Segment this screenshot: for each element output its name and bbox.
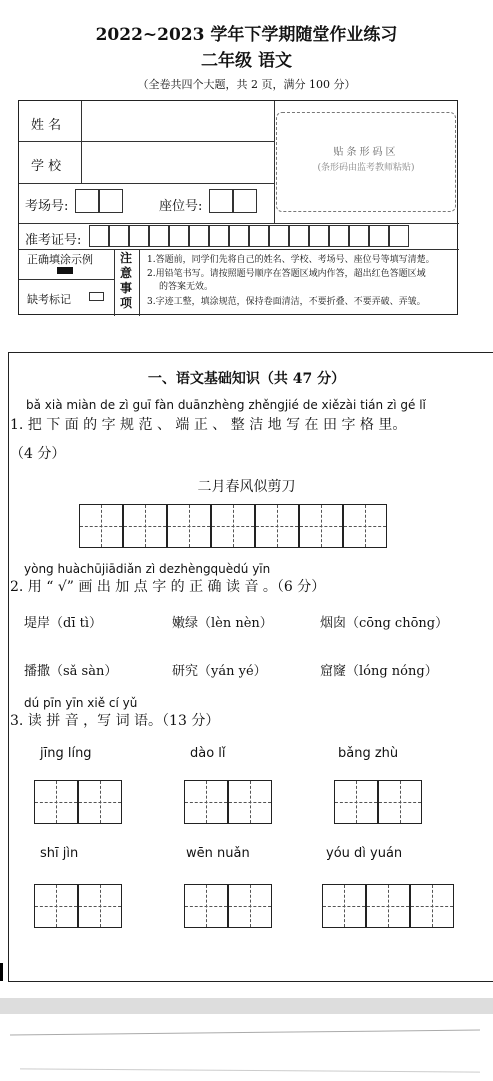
tianzige-cell[interactable] <box>228 884 272 928</box>
q3-text: 3. 读 拼 音 ，写 词 语。（13 分） <box>10 713 220 729</box>
faint-line <box>20 1068 480 1072</box>
word-pinyin: jīng líng <box>40 746 92 761</box>
q2-option[interactable]: 窟窿（lóng nóng） <box>320 664 438 679</box>
word-grid[interactable] <box>34 780 122 824</box>
tianzige-cell[interactable] <box>184 884 228 928</box>
exam-note: （全卷共四个大题，共 2 页，满分 100 分） <box>137 78 356 91</box>
name-label: 姓 名 <box>31 118 62 133</box>
tianzige-cell[interactable] <box>228 780 272 824</box>
seat-box-2[interactable] <box>233 189 257 213</box>
barcode-title: 贴条形码区 <box>333 147 399 158</box>
exam-room-box-1[interactable] <box>75 189 99 213</box>
page-divider <box>0 998 493 1014</box>
word-pinyin: dào lǐ <box>190 746 226 761</box>
tianzige-cell[interactable] <box>299 504 343 548</box>
absent-checkbox[interactable] <box>89 292 104 301</box>
scan-mark <box>0 963 3 981</box>
tianzige-cell[interactable] <box>378 780 422 824</box>
q1-text: 1. 把 下 面 的 字 规 范 、 端 正 、 整 洁 地 写 在 田 字 格 里。 <box>10 417 407 433</box>
tianzige-cell[interactable] <box>366 884 410 928</box>
ticket-box[interactable] <box>229 225 249 247</box>
q2-option[interactable]: 研究（yán yé） <box>172 664 267 679</box>
exam-subtitle: 二年级 语文 <box>201 51 292 71</box>
filled-mark-example <box>57 267 73 274</box>
ticket-box[interactable] <box>389 225 409 247</box>
q2-option[interactable]: 播撒（sǎ sàn） <box>24 664 118 679</box>
poem-line: 二月春风似剪刀 <box>197 479 296 495</box>
ticket-box[interactable] <box>369 225 389 247</box>
word-grid[interactable] <box>184 780 272 824</box>
q2-pinyin: yòng huàchūjiādiǎn zì dezhèngquèdú yīn <box>24 562 271 576</box>
notice-line-3: 3.字迹工整，填涂规范，保持卷面清洁，不要折叠、不要弄破、弄皱。 <box>147 297 426 307</box>
notice-line-2b: 的答案无效。 <box>159 282 214 292</box>
q1-pinyin: bǎ xià miàn de zì guī fàn duānzhèng zhěngjié de xiězài tián zì gé lǐ <box>26 398 426 412</box>
tianzige-cell[interactable] <box>78 780 122 824</box>
tianzige-cell[interactable] <box>123 504 167 548</box>
section-title: 一、语文基础知识（共 47 分） <box>147 371 346 387</box>
tianzige-cell[interactable] <box>334 780 378 824</box>
word-grid[interactable] <box>334 780 422 824</box>
tianzige-cell[interactable] <box>255 504 299 548</box>
ticket-box[interactable] <box>149 225 169 247</box>
tianzige-cell[interactable] <box>322 884 366 928</box>
ticket-box[interactable] <box>249 225 269 247</box>
tianzige-cell[interactable] <box>410 884 454 928</box>
ticket-box[interactable] <box>189 225 209 247</box>
seat-box-1[interactable] <box>209 189 233 213</box>
word-pinyin: wēn nuǎn <box>186 846 250 861</box>
word-grid[interactable] <box>34 884 122 928</box>
barcode-area <box>276 112 456 212</box>
exam-title: 2022~2023 学年下学期随堂作业练习 <box>95 25 398 45</box>
tianzige-cell[interactable] <box>343 504 387 548</box>
notice-line-2: 2.用铅笔书写。请按照题号顺序在答题区域内作答，超出红色答题区域 <box>147 269 426 279</box>
absent-label: 缺考标记 <box>27 293 71 306</box>
word-pinyin: yóu dì yuán <box>326 846 403 861</box>
word-grid[interactable] <box>322 884 454 928</box>
exam-room-box-2[interactable] <box>99 189 123 213</box>
school-label: 学 校 <box>31 159 62 174</box>
ticket-box[interactable] <box>109 225 129 247</box>
ticket-box[interactable] <box>329 225 349 247</box>
exam-room-label: 考场号: <box>25 199 69 214</box>
ticket-box[interactable] <box>209 225 229 247</box>
ticket-box[interactable] <box>289 225 309 247</box>
q3-pinyin: dú pīn yīn xiě cí yǔ <box>24 696 138 710</box>
ticket-box[interactable] <box>269 225 289 247</box>
tianzige-cell[interactable] <box>34 884 78 928</box>
ticket-box[interactable] <box>309 225 329 247</box>
tianzige-cell[interactable] <box>78 884 122 928</box>
q2-text: 2. 用 “ √” 画 出 加 点 字 的 正 确 读 音 。（6 分） <box>10 579 326 595</box>
ticket-box[interactable] <box>129 225 149 247</box>
ticket-box[interactable] <box>89 225 109 247</box>
word-pinyin: bǎng zhù <box>338 746 399 761</box>
word-pinyin: shī jìn <box>40 846 79 861</box>
q2-option[interactable]: 烟囱（cōng chōng） <box>320 616 449 631</box>
ticket-box[interactable] <box>349 225 369 247</box>
q1-score: （4 分） <box>10 446 66 462</box>
word-grid[interactable] <box>184 884 272 928</box>
ticket-box[interactable] <box>169 225 189 247</box>
seat-label: 座位号: <box>159 199 203 214</box>
faint-line <box>10 1030 480 1036</box>
tianzige-cell[interactable] <box>184 780 228 824</box>
tianzige-cell[interactable] <box>211 504 255 548</box>
q2-option[interactable]: 嫩绿（lèn nèn） <box>172 616 273 631</box>
barcode-sub: (条形码由监考教师粘贴) <box>317 163 415 173</box>
ticket-label: 准考证号: <box>25 233 82 248</box>
notice-label: 注意事项 <box>120 251 133 310</box>
q1-writing-grid[interactable] <box>79 504 387 548</box>
notice-line-1: 1.答题前，同学们先将自己的姓名、学校、考场号、座位号等填写清楚。 <box>147 255 435 265</box>
tianzige-cell[interactable] <box>79 504 123 548</box>
tianzige-cell[interactable] <box>167 504 211 548</box>
fill-example-label: 正确填涂示例 <box>27 253 93 266</box>
q2-option[interactable]: 堤岸（dī tì） <box>24 616 102 631</box>
tianzige-cell[interactable] <box>34 780 78 824</box>
